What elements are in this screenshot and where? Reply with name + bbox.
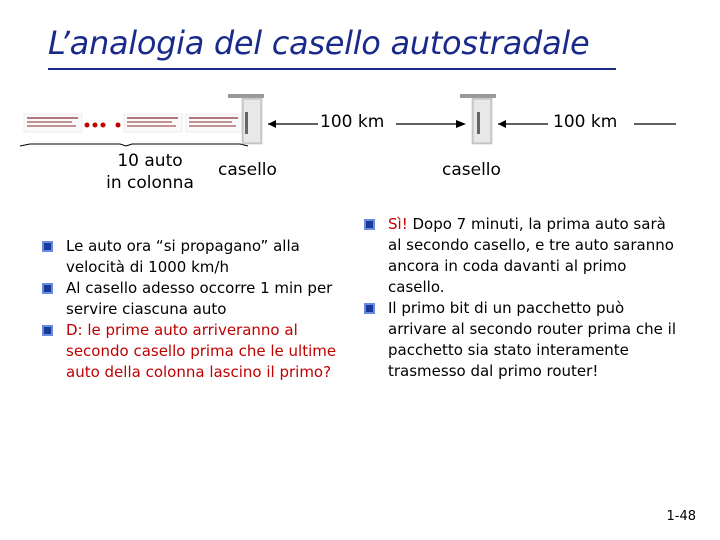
bullet-text: Il primo bit di un pacchetto può arrivare al secondo router prima che il pacchetto sia stato interamente trasmesso dal primo router! [388, 299, 676, 380]
bullet-text: Le auto ora “si propagano” alla velocità di 1000 km/h [66, 237, 300, 276]
list-item [40, 236, 340, 278]
page-number: 1-48 [666, 509, 696, 524]
car-column-label [100, 150, 200, 194]
distance-label-1: 100 km [320, 112, 385, 132]
bullet-icon [364, 303, 375, 314]
car-icon [24, 114, 82, 132]
bullet-icon [364, 219, 375, 230]
bullet-icon [42, 325, 53, 336]
answer-highlight: Sì! [388, 215, 408, 233]
list-item [40, 278, 340, 320]
column-bracket [20, 144, 248, 146]
bullet-icon [42, 241, 53, 252]
tollbooth-label-2: casello [442, 160, 501, 180]
car-column-label-line2: in colonna [106, 173, 194, 193]
left-bullet-list [40, 236, 340, 383]
car-column-label-line1: 10 auto [117, 151, 183, 171]
tollbooth-icon [460, 94, 496, 144]
car-dots-icon [85, 123, 121, 128]
title-underline [48, 68, 616, 70]
bullet-text: Al casello adesso occorre 1 min per servire ciascuna auto [66, 279, 333, 318]
list-item [362, 298, 682, 382]
bullet-icon [42, 283, 53, 294]
list-item [362, 214, 682, 298]
car-icon [186, 114, 242, 132]
right-bullet-list [362, 214, 682, 382]
list-item [40, 320, 340, 383]
slide-title: L’analogia del casello autostradale [48, 24, 590, 62]
bullet-text: Dopo 7 minuti, la prima auto sarà al secondo casello, e tre auto saranno ancora in coda davanti al primo casello. [388, 215, 674, 296]
question-text: D: le prime auto arriveranno al secondo casello prima che le ultime auto della colonna lascino il primo? [66, 321, 337, 381]
tollbooth-label-1: casello [218, 160, 277, 180]
car-icon [124, 114, 182, 132]
distance-label-2: 100 km [553, 112, 618, 132]
